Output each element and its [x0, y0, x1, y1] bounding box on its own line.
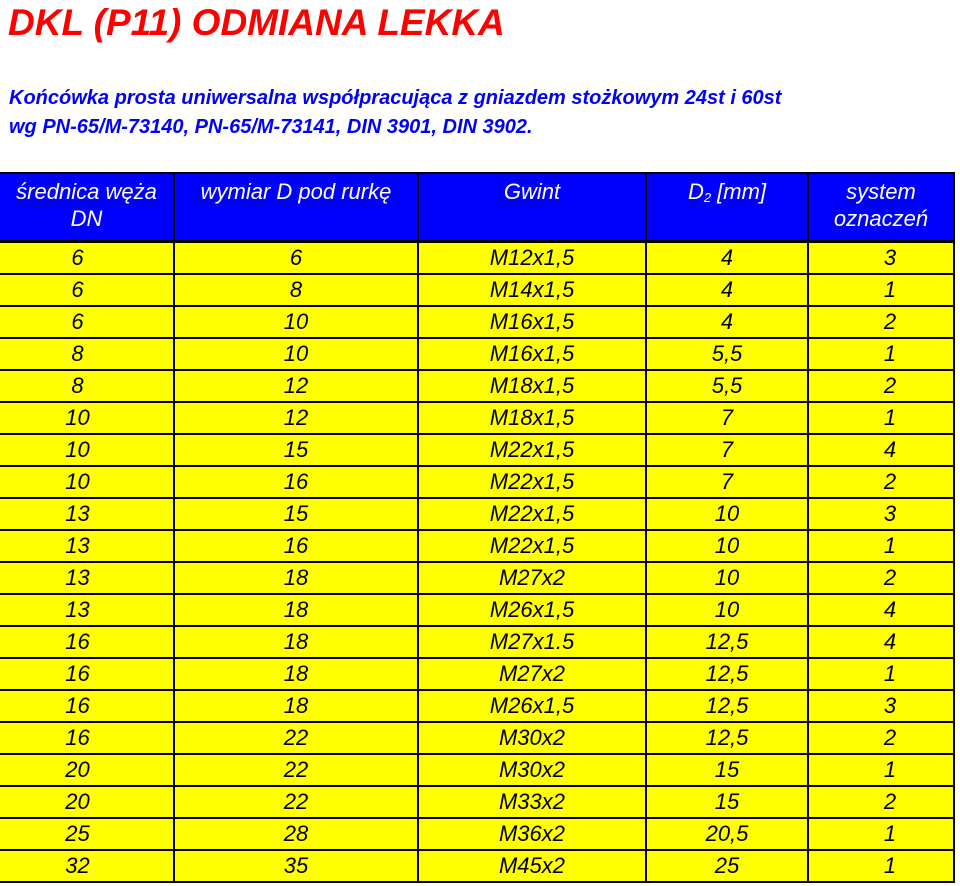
cell-thread: M30x2 [418, 722, 646, 754]
cell-d: 12 [174, 370, 418, 402]
cell-d2: 7 [646, 434, 808, 466]
table-row [0, 242, 954, 275]
cell-d: 22 [174, 722, 418, 754]
cell-d2: 7 [646, 402, 808, 434]
cell-d2: 10 [646, 530, 808, 562]
cell-system: 1 [808, 658, 954, 690]
cell-thread: M14x1,5 [418, 274, 646, 306]
cell-system: 1 [808, 818, 954, 850]
cell-d: 16 [174, 530, 418, 562]
cell-system: 1 [808, 850, 954, 882]
table-row [0, 626, 954, 658]
cell-d: 6 [174, 242, 418, 275]
cell-d2: 15 [646, 786, 808, 818]
cell-thread: M16x1,5 [418, 338, 646, 370]
cell-d2: 25 [646, 850, 808, 882]
header-d2-label [649, 178, 805, 211]
cell-thread: M12x1,5 [418, 242, 646, 275]
cell-d2: 4 [646, 274, 808, 306]
cell-system: 3 [808, 498, 954, 530]
cell-thread: M26x1,5 [418, 594, 646, 626]
cell-system: 1 [808, 338, 954, 370]
header-d [174, 173, 418, 242]
table-row [0, 498, 954, 530]
cell-dn: 10 [0, 402, 174, 434]
cell-thread: M26x1,5 [418, 690, 646, 722]
table-row [0, 274, 954, 306]
header-d2 [646, 173, 808, 242]
cell-dn: 10 [0, 434, 174, 466]
cell-thread: M33x2 [418, 786, 646, 818]
cell-d: 15 [174, 498, 418, 530]
table-row [0, 370, 954, 402]
cell-thread: M22x1,5 [418, 434, 646, 466]
table-row [0, 658, 954, 690]
cell-d: 22 [174, 786, 418, 818]
cell-dn: 8 [0, 338, 174, 370]
cell-thread: M27x2 [418, 562, 646, 594]
table-row [0, 530, 954, 562]
table-row [0, 402, 954, 434]
header-system-line-1: system [846, 179, 916, 204]
header-d2-unit: [mm] [711, 179, 767, 204]
cell-d2: 10 [646, 498, 808, 530]
cell-dn: 6 [0, 242, 174, 275]
header-d2-main: D [687, 179, 704, 204]
cell-dn: 13 [0, 498, 174, 530]
cell-thread: M22x1,5 [418, 530, 646, 562]
cell-system: 2 [808, 466, 954, 498]
table-row [0, 754, 954, 786]
cell-d: 28 [174, 818, 418, 850]
cell-system: 4 [808, 434, 954, 466]
cell-d: 18 [174, 658, 418, 690]
cell-dn: 16 [0, 658, 174, 690]
cell-d: 16 [174, 466, 418, 498]
cell-thread: M22x1,5 [418, 498, 646, 530]
cell-system: 2 [808, 370, 954, 402]
table-row [0, 338, 954, 370]
cell-system: 2 [808, 306, 954, 338]
specification-table [0, 172, 955, 883]
cell-system: 2 [808, 562, 954, 594]
cell-thread: M45x2 [418, 850, 646, 882]
cell-dn: 13 [0, 530, 174, 562]
subtitle-line-2: wg PN-65/M-73140, PN-65/M-73141, DIN 3901, DIN 3902. [9, 116, 533, 138]
header-dn-line-2: DN [70, 206, 103, 231]
cell-thread: M18x1,5 [418, 370, 646, 402]
cell-dn: 32 [0, 850, 174, 882]
header-thread [418, 173, 646, 242]
subtitle [9, 84, 781, 142]
cell-system: 2 [808, 722, 954, 754]
cell-system: 4 [808, 626, 954, 658]
cell-dn: 16 [0, 626, 174, 658]
cell-d2: 5,5 [646, 338, 808, 370]
cell-d2: 12,5 [646, 690, 808, 722]
cell-dn: 20 [0, 754, 174, 786]
header-d-label: wymiar D pod rurkę [200, 179, 392, 204]
header-dn-line-1: średnica węża [16, 179, 157, 204]
subtitle-line-1: Końcówka prosta uniwersalna współpracująca z gniazdem stożkowym 24st i 60st [9, 87, 782, 109]
cell-d2: 5,5 [646, 370, 808, 402]
table-row [0, 434, 954, 466]
cell-d2: 4 [646, 242, 808, 275]
cell-d: 22 [174, 754, 418, 786]
table-row [0, 786, 954, 818]
header-thread-label: Gwint [503, 179, 561, 204]
cell-system: 2 [808, 786, 954, 818]
table-row [0, 594, 954, 626]
header-dn [0, 173, 174, 242]
cell-d2: 10 [646, 562, 808, 594]
cell-dn: 6 [0, 306, 174, 338]
cell-d2: 12,5 [646, 722, 808, 754]
cell-d: 35 [174, 850, 418, 882]
cell-d: 15 [174, 434, 418, 466]
table-body [0, 242, 954, 883]
cell-dn: 6 [0, 274, 174, 306]
cell-d2: 12,5 [646, 658, 808, 690]
cell-d2: 7 [646, 466, 808, 498]
cell-dn: 20 [0, 786, 174, 818]
cell-system: 4 [808, 594, 954, 626]
cell-d: 10 [174, 306, 418, 338]
cell-d: 8 [174, 274, 418, 306]
page-title: DKL (P11) ODMIANA LEKKA [8, 2, 505, 43]
cell-dn: 8 [0, 370, 174, 402]
cell-thread: M18x1,5 [418, 402, 646, 434]
cell-system: 1 [808, 530, 954, 562]
cell-thread: M27x2 [418, 658, 646, 690]
cell-d2: 12,5 [646, 626, 808, 658]
cell-d2: 4 [646, 306, 808, 338]
cell-thread: M30x2 [418, 754, 646, 786]
cell-d2: 15 [646, 754, 808, 786]
table-row [0, 850, 954, 882]
cell-thread: M36x2 [418, 818, 646, 850]
cell-d: 18 [174, 562, 418, 594]
cell-d2: 20,5 [646, 818, 808, 850]
cell-thread: M22x1,5 [418, 466, 646, 498]
cell-dn: 10 [0, 466, 174, 498]
header-d2-subscript: 2 [703, 190, 712, 205]
cell-d: 18 [174, 626, 418, 658]
table-row [0, 690, 954, 722]
table-row [0, 562, 954, 594]
cell-thread: M27x1.5 [418, 626, 646, 658]
cell-thread: M16x1,5 [418, 306, 646, 338]
cell-system: 1 [808, 754, 954, 786]
cell-dn: 13 [0, 594, 174, 626]
header-row [0, 173, 954, 242]
cell-d: 18 [174, 690, 418, 722]
cell-dn: 25 [0, 818, 174, 850]
header-system [808, 173, 954, 242]
table-row [0, 722, 954, 754]
header-system-line-2: oznaczeń [833, 206, 929, 231]
table-row [0, 818, 954, 850]
cell-system: 1 [808, 402, 954, 434]
cell-dn: 16 [0, 690, 174, 722]
cell-d2: 10 [646, 594, 808, 626]
table-row [0, 466, 954, 498]
cell-d: 10 [174, 338, 418, 370]
cell-system: 3 [808, 242, 954, 275]
cell-d: 12 [174, 402, 418, 434]
cell-dn: 16 [0, 722, 174, 754]
table-row [0, 306, 954, 338]
cell-d: 18 [174, 594, 418, 626]
cell-dn: 13 [0, 562, 174, 594]
cell-system: 1 [808, 274, 954, 306]
cell-system: 3 [808, 690, 954, 722]
